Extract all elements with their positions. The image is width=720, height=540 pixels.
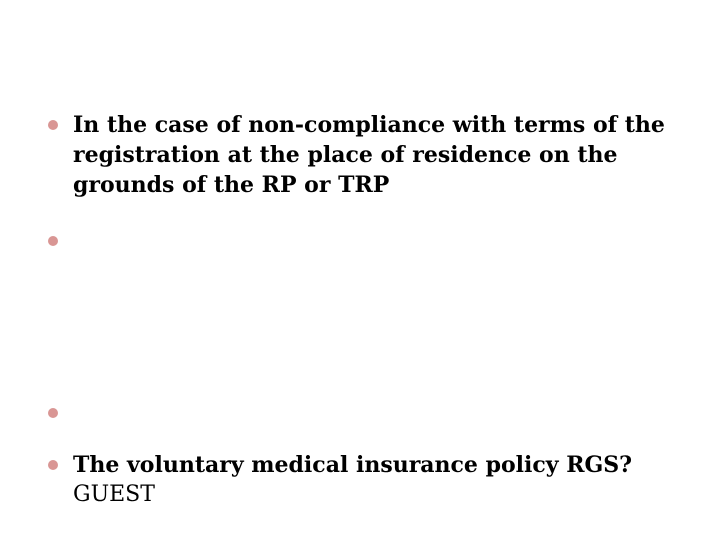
bullet-item-3 — [48, 398, 688, 418]
bullet-text-line: grounds of the RP or TRP — [73, 172, 390, 198]
bullet-item-2 — [48, 226, 688, 246]
bullet-text-line: In the case of non-compliance with terms of the — [73, 112, 665, 138]
bullet-text-line: registration at the place of residence on the — [73, 142, 618, 168]
bullet-text-line: The voluntary medical insurance policy RGS? — [73, 452, 633, 478]
bullet-dot — [48, 460, 58, 470]
bullet-text-line: GUEST — [73, 482, 155, 507]
bullet-text — [73, 450, 632, 510]
bullet-dot — [48, 408, 58, 418]
bullet-dot — [48, 236, 58, 246]
bullet-dot — [48, 120, 58, 130]
bullet-item-4 — [48, 450, 688, 510]
bullet-text — [73, 110, 665, 200]
bullet-item-1 — [48, 110, 688, 200]
